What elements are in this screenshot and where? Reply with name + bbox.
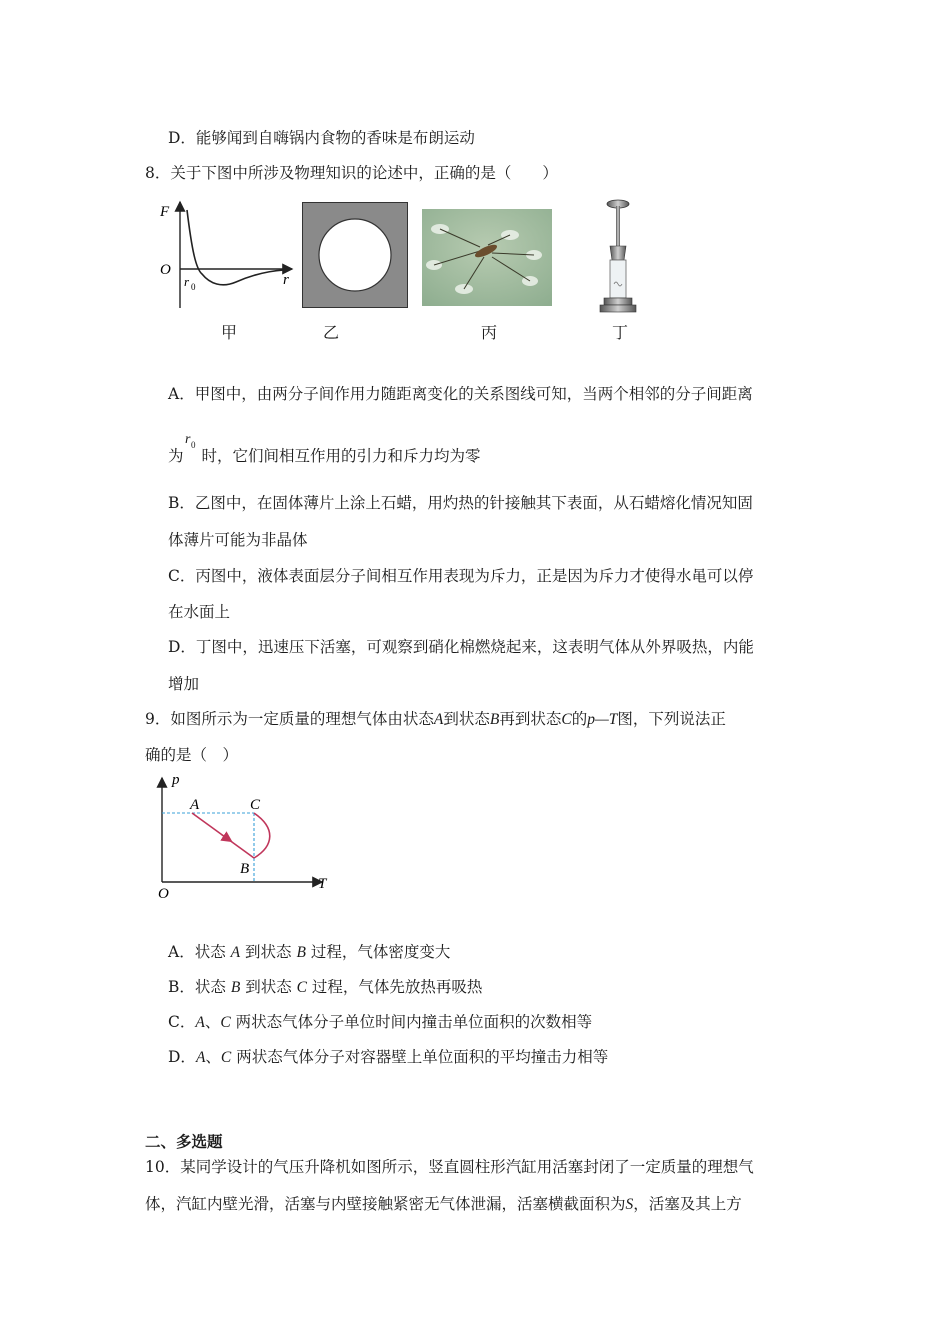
figure-jia-force-graph <box>150 196 300 316</box>
label-a: A <box>190 797 200 813</box>
q10-line1: 10．某同学设计的气压升降机如图所示，竖直圆柱形汽缸用活塞封闭了一定质量的理想气 <box>145 1158 754 1176</box>
figure-pt-graph <box>152 772 337 902</box>
q9-option-d: D．A、C 两状态气体分子对容器壁上单位面积的平均撞击力相等 <box>168 1048 609 1066</box>
q7-option-d: D．能够闻到自嗨锅内食物的香味是布朗运动 <box>168 129 475 147</box>
q8-option-b-line1: B．乙图中，在固体薄片上涂上石蜡，用灼热的针接触其下表面，从石蜡熔化情况知固 <box>168 494 753 512</box>
q8-option-c-line2: 在水面上 <box>168 603 231 621</box>
q8-option-a-r-sub: 0 <box>191 440 196 450</box>
q8-option-d-line1: D．丁图中，迅速压下活塞，可观察到硝化棉燃烧起来，这表明气体从外界吸热，内能 <box>168 638 754 656</box>
q9-option-b: B．状态 B 到状态 C 过程，气体先放热再吸热 <box>168 978 483 996</box>
q9-option-c: C．A、C 两状态气体分子单位时间内撞击单位面积的次数相等 <box>168 1013 593 1031</box>
q8-option-b-line2: 体薄片可能为非晶体 <box>168 531 308 549</box>
label-c: C <box>250 797 261 813</box>
q8-option-a-line2: 为 时，它们间相互作用的引力和斥力均为零 <box>168 447 481 465</box>
graph-label-r: r <box>283 272 289 288</box>
q8-option-c-line1: C．丙图中，液体表面层分子间相互作用表现为斥力，正是因为斥力才使得水黾可以停 <box>168 567 754 585</box>
figure-bing-water-strider <box>422 209 552 306</box>
q8-option-a-r: r <box>185 432 191 447</box>
label-b: B <box>240 861 250 877</box>
q8-option-a-line1: A．甲图中，由两分子间作用力随距离变化的关系图线可知，当两个相邻的分子间距离 <box>168 385 753 403</box>
caption-ding: 丁 <box>612 323 629 342</box>
caption-bing: 丙 <box>481 323 498 342</box>
graph-label-r0: r <box>184 274 190 289</box>
arrow-ab <box>222 835 228 839</box>
graph-label-r0-sub: 0 <box>191 282 196 292</box>
section-title-multiple-choice: 二、多选题 <box>145 1132 223 1151</box>
q9-stem-line1: 9．如图所示为一定质量的理想气体由状态A到状态B再到状态C的p—T图，下列说法正 <box>145 710 726 728</box>
q9-option-a: A．状态 A 到状态 B 过程，气体密度变大 <box>168 943 451 961</box>
process-bc <box>254 813 270 858</box>
graph-label-o: O <box>160 262 171 278</box>
q8-stem: 8．关于下图中所涉及物理知识的论述中，正确的是（ ） <box>145 164 558 182</box>
caption-yi: 乙 <box>323 323 340 342</box>
q8-option-d-line2: 增加 <box>168 675 200 693</box>
label-p: p <box>172 772 180 788</box>
q9-stem-line2: 确的是（ ） <box>145 746 239 764</box>
force-curve <box>187 210 284 285</box>
label-o: O <box>158 886 169 902</box>
graph-label-f: F <box>160 204 170 220</box>
caption-jia: 甲 <box>221 323 238 342</box>
label-t: T <box>318 876 327 892</box>
figure-yi-wax-plate <box>302 202 408 308</box>
q10-line2: 体，汽缸内壁光滑，活塞与内壁接触紧密无气体泄漏，活塞横截面积为S，活塞及其上方 <box>145 1195 742 1213</box>
figure-ding-piston <box>596 198 640 314</box>
